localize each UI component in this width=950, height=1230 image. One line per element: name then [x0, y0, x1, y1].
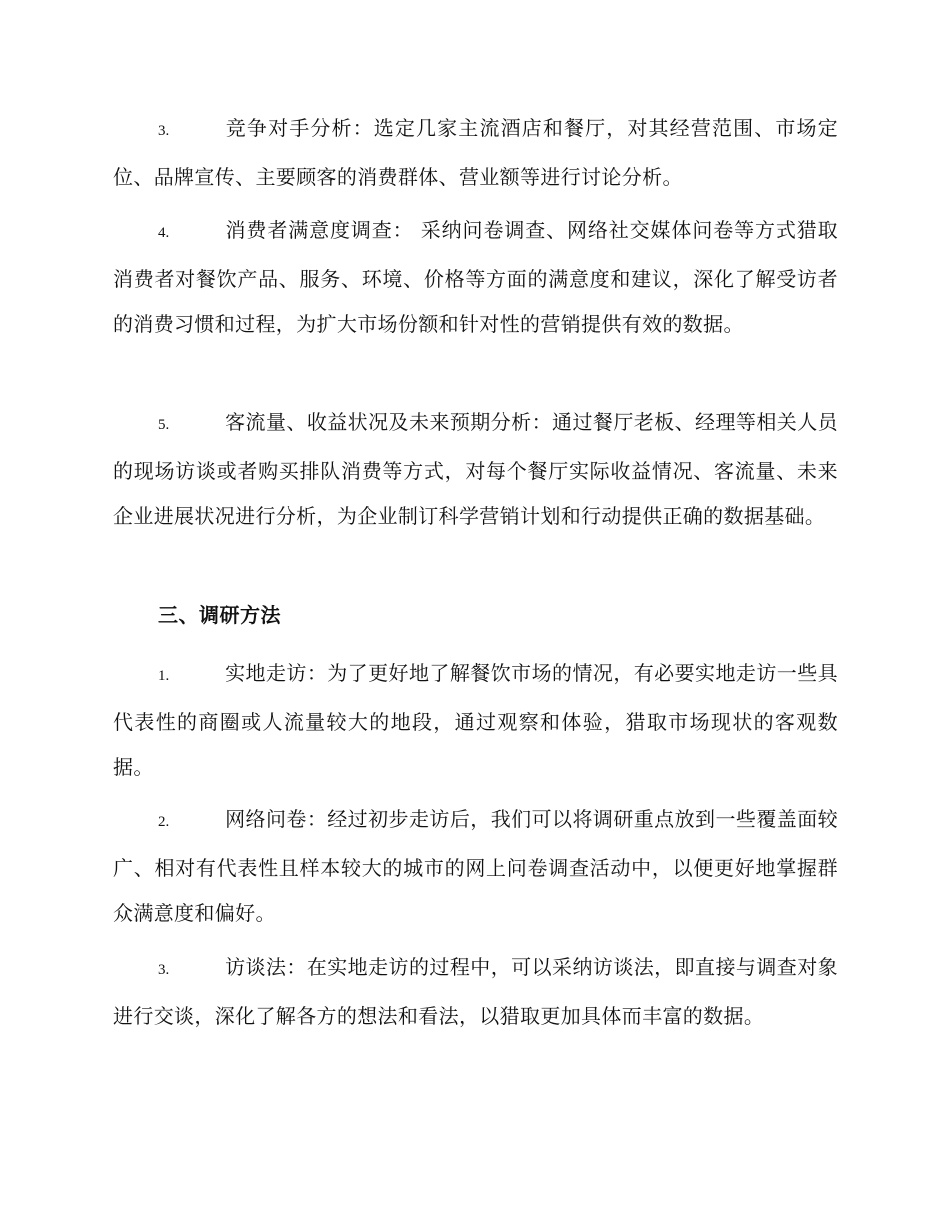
list-item-field-visit: [113, 651, 838, 791]
list-item-text: 实地走访：为了更好地了解餐饮市场的情况，有必要实地走访一些具代表性的商圈或人流量较大的地段，通过观察和体验，猎取市场现状的客观数据。: [113, 661, 838, 779]
list-item-number: 2.: [158, 814, 170, 830]
list-item-text: 网络问卷：经过初步走访后，我们可以将调研重点放到一些覆盖面较广、相对有代表性且样本较大的城市的网上问卷调查活动中，以便更好地掌握群众满意度和偏好。: [113, 807, 838, 925]
list-item-text: 客流量、收益状况及未来预期分析：通过餐厅老板、经理等相关人员的现场访谈或者购买排队消费等方式，对每个餐厅实际收益情况、客流量、未来企业进展状况进行分析，为企业制订科学营销计划和行动提供正确的数据基础。: [113, 410, 838, 528]
list-item-number: 1.: [158, 668, 170, 684]
section-heading-research-methods: 三、调研方法: [158, 603, 281, 627]
list-item-number: 4.: [158, 225, 170, 241]
list-item-online-survey: [113, 797, 838, 937]
list-item-interview: [113, 945, 838, 1039]
list-item-number: 3.: [158, 123, 170, 139]
list-item-text: 访谈法：在实地走访的过程中，可以采纳访谈法，即直接与调查对象进行交谈，深化了解各方的想法和看法，以猎取更加具体而丰富的数据。: [113, 955, 838, 1028]
list-item-text: 消费者满意度调查： 采纳问卷调查、网络社交媒体问卷等方式猎取消费者对餐饮产品、服务、环境、价格等方面的满意度和建议，深化了解受访者的消费习惯和过程，为扩大市场份额和针对性的营销提供有效的数据。: [113, 218, 838, 336]
list-item-number: 5.: [158, 417, 170, 433]
list-item-consumer-satisfaction: [113, 208, 838, 348]
list-item-number: 3.: [158, 962, 170, 978]
list-item-competitor-analysis: [113, 106, 838, 200]
list-item-traffic-revenue: [113, 400, 838, 540]
list-item-text: 竞争对手分析：选定几家主流酒店和餐厅，对其经营范围、市场定位、品牌宣传、主要顾客的消费群体、营业额等进行讨论分析。: [113, 116, 838, 189]
